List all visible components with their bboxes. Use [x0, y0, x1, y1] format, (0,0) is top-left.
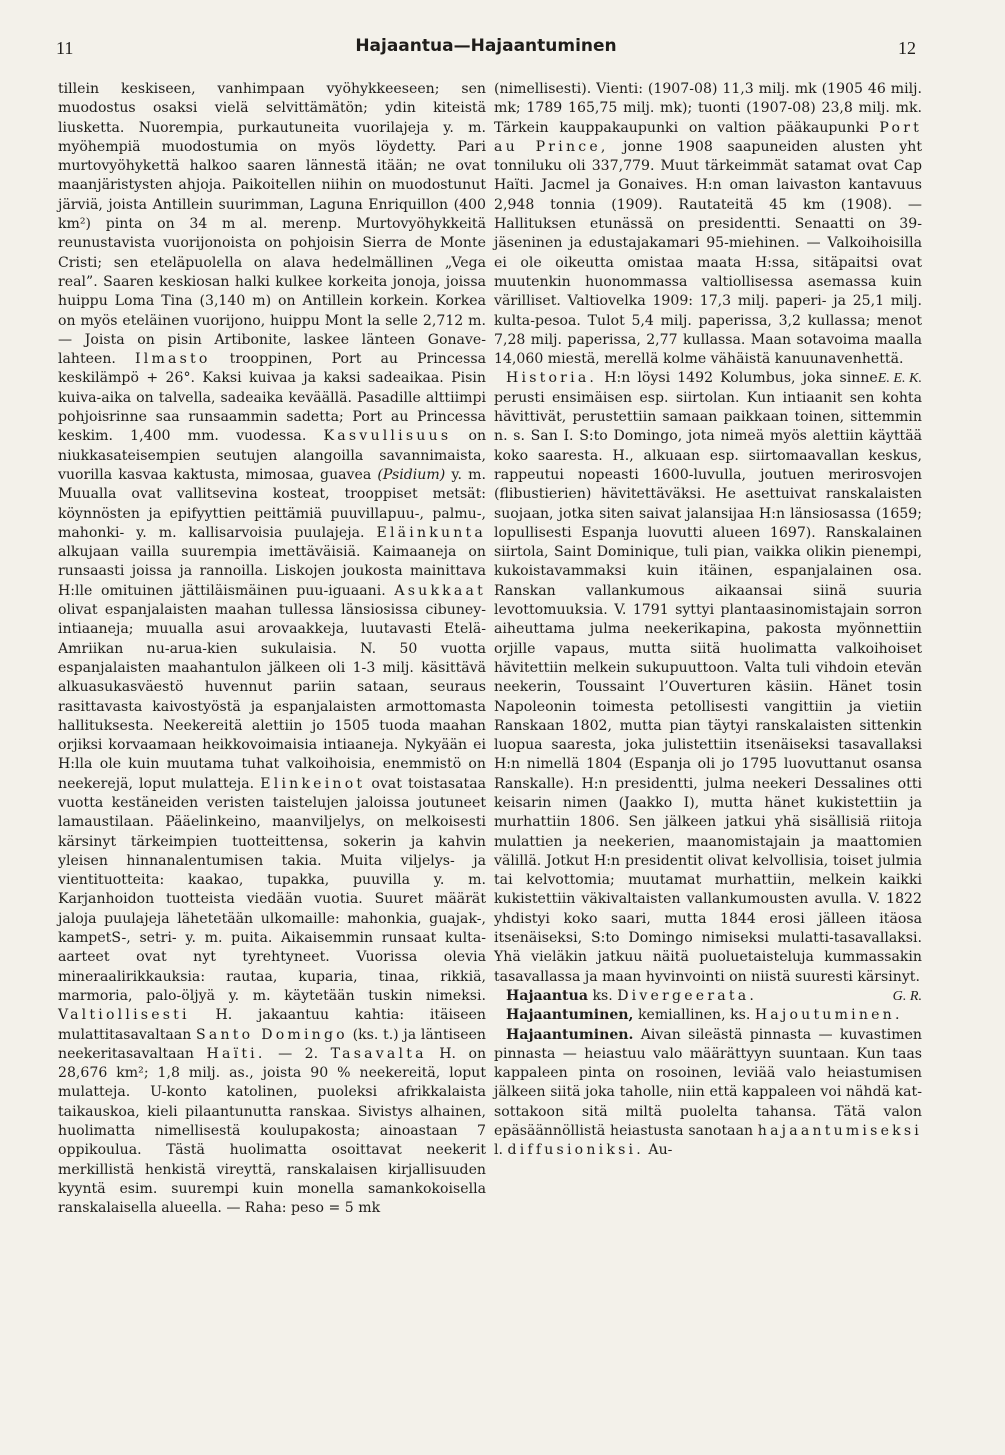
- text-trade: (nimellisesti). Vienti: (1907-08) 11,3 milj. mk (1905 46 milj. mk; 1789 165,75 milj. mk); tuonti (1907-08) 23,8 milj. mk. Tärkein kauppakaupunki on valtion pääkaupunki: [494, 81, 922, 136]
- term-ilmasto: Ilmasto: [134, 351, 211, 368]
- entry-hajaantuminen-chem: [494, 1006, 922, 1025]
- page-header: [56, 36, 916, 66]
- text-forests: y. m. Muualla ovat vallitsevina kosteat, trooppiset metsät: köynnösten ja epifyyttien peittämiä puuvillapuu-, palmu-, mahonki- y. m. kallisarvoisia puulajeja.: [58, 466, 486, 541]
- term-haiti: Haïti.: [206, 1045, 266, 1062]
- text-division-2: (ks. t.) ja läntiseen neekeritasavaltaan: [58, 1026, 487, 1062]
- term-hajaantumiseksi: hajaantumiseksi: [757, 1123, 922, 1140]
- page-number-left: 11: [56, 38, 74, 58]
- running-head: Hajaantua—Hajaantuminen: [355, 36, 617, 56]
- text-climate: trooppinen, Port au Princessa keskilämpö + 26°. Kaksi kuivaa ja kaksi sadeaikaa. Pisin kuiva-aika on talvella, sadeaika keväällä. Pasadille alttiimpi pohjoisrinne saa runsaammin sadetta; Port au Princessa keskim. 1,400 mm. vuodessa.: [58, 351, 486, 445]
- text-fauna: alkujaan vailla suurempia imettäväisiä. Kaimaaneja on runsaasti joissa ja rannoilla. Liskojen joukosta mainittava H:lle omituinen jättiläismäinen puu-iguaani.: [58, 544, 486, 599]
- term-port-au-prince: Port au Prince,: [494, 119, 923, 155]
- term-historia: Historia.: [506, 370, 598, 387]
- entry-hajaantuminen-optics: [494, 1026, 922, 1161]
- author-signature: E. E. K.: [877, 370, 922, 387]
- left-column: [58, 80, 486, 1219]
- headword-hajaantuminen-optics: Hajaantuminen.: [506, 1026, 634, 1043]
- article-body-left: [58, 80, 486, 1219]
- headword-hajaantuminen-chem: Hajaantuminen,: [506, 1007, 634, 1024]
- text-optics: Aivan sileästä pinnasta — kuvastimen pinnasta — heiastuu valo määrättyyn suuntaan. Kun taas kappaleen pinta on rosoinen, leviää valo heiastumisen jälkeen siitä joka taholle, niin että kappaleen voi nähdä kat-sottakoon sitä miltä puolelta tahansa. Tätä valon epäsäännöllistä heiastusta sanotaan: [494, 1026, 922, 1140]
- text-republic: H. on 28,676 km²; 1,8 milj. as., joista 90 % neekereitä, loput mulatteja. U-konto katolinen, puoleksi afrikkalaista taikauskoa, kieli pilaantunutta ranskaa. Sivistys alhainen, huolimatta nimellisestä koulupakosta; ainoastaan 7 oppikoulua. Tästä huolimatta osoittavat neekerit merkillistä henkistä vireyttä, ranskalaisen kirjallisuuden kyyntä esim. suurempi kuin monella samankokoisella ranskalaisella alueella. — Raha: peso = 5 mk: [58, 1045, 487, 1217]
- text-division: H. jakaantuu kahtia: itäiseen mulattitasavaltaan: [58, 1007, 486, 1043]
- cross-ref-text: ks.: [592, 987, 613, 1004]
- text-or: l.: [494, 1142, 503, 1159]
- text-history: H:n löysi 1492 Kolumbus, joka sinne perusti ensimäisen esp. siirtolan. Kun intiaanit sen kohta hävittivät, perustettiin samaan paikkaan toinen, sittemmin n. s. San I. S:to Domingo, jota nimeä myös alettiin käyttää koko saaresta. H., alkuaan esp. siirtomaavallan keskus, rappeutui nopeasti 1600-luvulla, joutuen merirosvojen (flibustierien) hävitettäväksi. He asettuivat ranskalaisten suojaan, jotka siten saivat jalansijaa H:n länsiosassa (1659; lopullisesti Espanja luovutti alueen 1697). Ranskalainen siirtola, Saint Dominique, tuli pian, vaikka olikin pienempi, kukoistavammaksi kuin itäinen, espanjalainen osa. Ranskan vallankumous aikaansai siinä suuria levottomuuksia. V. 1791 syttyi plantaasinomistajain sorron aiheuttama julma neekerikapina, pakosta myönnettiin orjille vapaus, mutta siitä huolimatta valkoihoiset hävitettiin melkein sukupuuttoon. Valta tuli vihdoin etevän neekerin, Toussaint l’Ouverturen käsiin. Hänet tosin Napoleonin toimesta petollisesti vangittiin ja vietiin Ranskaan 1802, mutta pian täytyi ranskalaisten sittenkin luopua saaresta, joka julistettiin itsenäiseksi tasavallaksi H:n nimellä 1804 (Espanja oli jo 1795 luovuttanut osansa Ranskalle). H:n presidentti, julma neekeri Dessalines otti keisarin nimen (Jaakko I), mutta hänet kukistettiin ja murhattiin 1806. Sen jälkeen jatkui yhä sisällisiä riitoja mulattien ja neekerien, maanomistajain ja maattomien välillä. Jotkut H:n presidentit olivat kelvollisia, toiset julmia tai kelvottomia; muutamat murhattiin, melkein kaikki kukistettiin väkivaltaisten vallankumousten avulla. V. 1822 yhdistyi koko saari, mutta 1844 erosi jälleen itäosa itsenäiseksi, S:to Domingo nimiseksi mulatti-tasavallaksi. Yhä vieläkin jatkuu näitä puoluetaisteluja kummassakin tasavallassa ja maan hyvinvointi on niistä suuresti kärsinyt.: [494, 370, 922, 985]
- term-kasvullisuus: Kasvullisuus: [323, 428, 452, 445]
- term-psidium: (Psidium): [377, 466, 446, 483]
- term-elinkeinot: Elinkeinot: [260, 775, 366, 792]
- text-geology: tillein keskiseen, vanhimpaan vyöhykkeeseen; sen muodostus osaksi vielä selvittämätön; ydin kiteistä liusketta. Nuorempia, purkautuneita vuorilajeja y. m. myöhempiä muodostumia on myös löydetty. Pari murtovyöhykettä halkoo saaren lännestä itään; ne ovat maanjäristysten ahjoja. Paikoitellen niihin on muodostunut järviä, joista Antillein suurimman, Laguna Enriquillon (400 km²) pinta on 34 m al. merenp. Murtovyöhykkeitä reunustavista vuorijonoista on pohjoisin Sierra de Monte Cristi; sen eteläpuolella on alava hedelmällinen „Vega real”. Saaren keskiosan halki kulkee korkeita jonoja, joissa huippu Loma Tina (3,140 m) on Antillein korkein. Korkea on myös eteläinen vuorijono, huippu Mont la selle 2,712 m. — Joista on pisin Artibonite, laskee länteen Gonave-lahteen.: [58, 81, 486, 368]
- page-number-right: 12: [898, 38, 916, 58]
- term-asukkaat: Asukkaat: [394, 582, 486, 599]
- text-inhabitants: olivat espanjalaisten maahan tullessa länsiosissa cibuney-intiaaneja; muualla asui arovaakkeja, luutavasti Etelä-Amriikan nu-arua-kien sukulaisia. N. 50 vuotta espanjalaisten maahantulon jälkeen oli 1-3 milj. käsittävä alkuasukasväestö huvennut pariin sataan, seuraus rasittavasta kaivostyöstä ja espanjalaisten armottomasta hallituksesta. Neekereitä alettiin jo 1505 tuoda maahan orjiksi korvaamaan heikkovoimaisia intiaaneja. Nykyään ei H:lla ole kuin muutama tuhat valkoihoisia, enemmistö on neekerejä, loput mulatteja.: [58, 602, 486, 792]
- author-signature-2: G. R.: [892, 987, 922, 1004]
- right-column: [494, 80, 922, 1161]
- cross-ref-hajoutuminen: Hajoutuminen.: [754, 1007, 903, 1024]
- term-tasavalta: Tasavalta: [330, 1045, 427, 1062]
- headword-hajaantua: Hajaantua: [506, 987, 588, 1004]
- term-diffusioniksi: diffusioniksi.: [507, 1142, 644, 1159]
- term-valtiollisesti: Valtiollisesti: [58, 1007, 190, 1024]
- text-section-2: — 2.: [278, 1045, 319, 1062]
- text-vegetation: on niukkasateisempien seutujen alangoilla savannimaista, vuorilla kasvaa kaktusta, mimosaa, guavea: [58, 428, 487, 483]
- text-continued: Au-: [648, 1142, 673, 1159]
- text-government: jonne 1908 saapuneiden alusten yht tonniluku oli 337,779. Muut tärkeimmät satamat ovat Cap Haïti. Jacmel ja Gonaives. H:n oman laivaston kantavuus 2,948 tonnia (1909). Rautateitä 45 km (1908). — Hallituksen etunässä on presidentti. Senaatti on 39-jäseninen ja edustajakamari 95-miehinen. — Valkoihoisilla ei ole oikeutta omistaa maata H:ssa, sitäpaitsi ovat muutenkin huonommassa valtiollisessa asemassa kuin värilliset. Valtiovelka 1909: 17,3 milj. paperi- ja 25,1 milj. kulta-pesoa. Tulot 5,4 milj. paperissa, 3,2 kullassa; menot 7,28 milj. paperissa, 2,77 kullassa. Maan sotavoima maalla 14,060 miestä, merellä kolme vähäistä kanuunavenhettä.: [494, 138, 922, 368]
- term-santo-domingo: Santo Domingo: [196, 1026, 348, 1043]
- entry-hajaantua: [494, 987, 922, 1006]
- text-economy: ovat toistasataa vuotta kestäneiden veristen taistelujen jaloissa joutuneet lamaustilaan. Pääelinkeino, maanviljelys, on melkoisesti kärsinyt tärkeimpien tuotteittensa, sokerin ja kahvin yleisen hinnanalentumisen takia. Muita viljelys- ja vientituotteita: kaakao, tupakka, puuvilla y. m. Karjanhoidon tuotteista viedään vuotia. Suuret määrät jaloja puulajeja lähetetään ulkomaille: mahonkia, guajak-, kampetS-, setri- y. m. puita. Aikaisemmin runsaat kulta-aarteet ovat nyt tyrehtyneet. Vuorissa olevia mineraalirikkauksia: rautaa, kuparia, tinaa, rikkiä, marmoria, palo-öljyä y. m. käytetään tuskin nimeksi.: [58, 775, 487, 1004]
- term-elainkunta: Eläinkunta: [376, 524, 486, 541]
- cross-ref-divergeerata: Divergeerata.: [617, 987, 758, 1004]
- cross-ref-text-2: kemiallinen, ks.: [637, 1007, 751, 1024]
